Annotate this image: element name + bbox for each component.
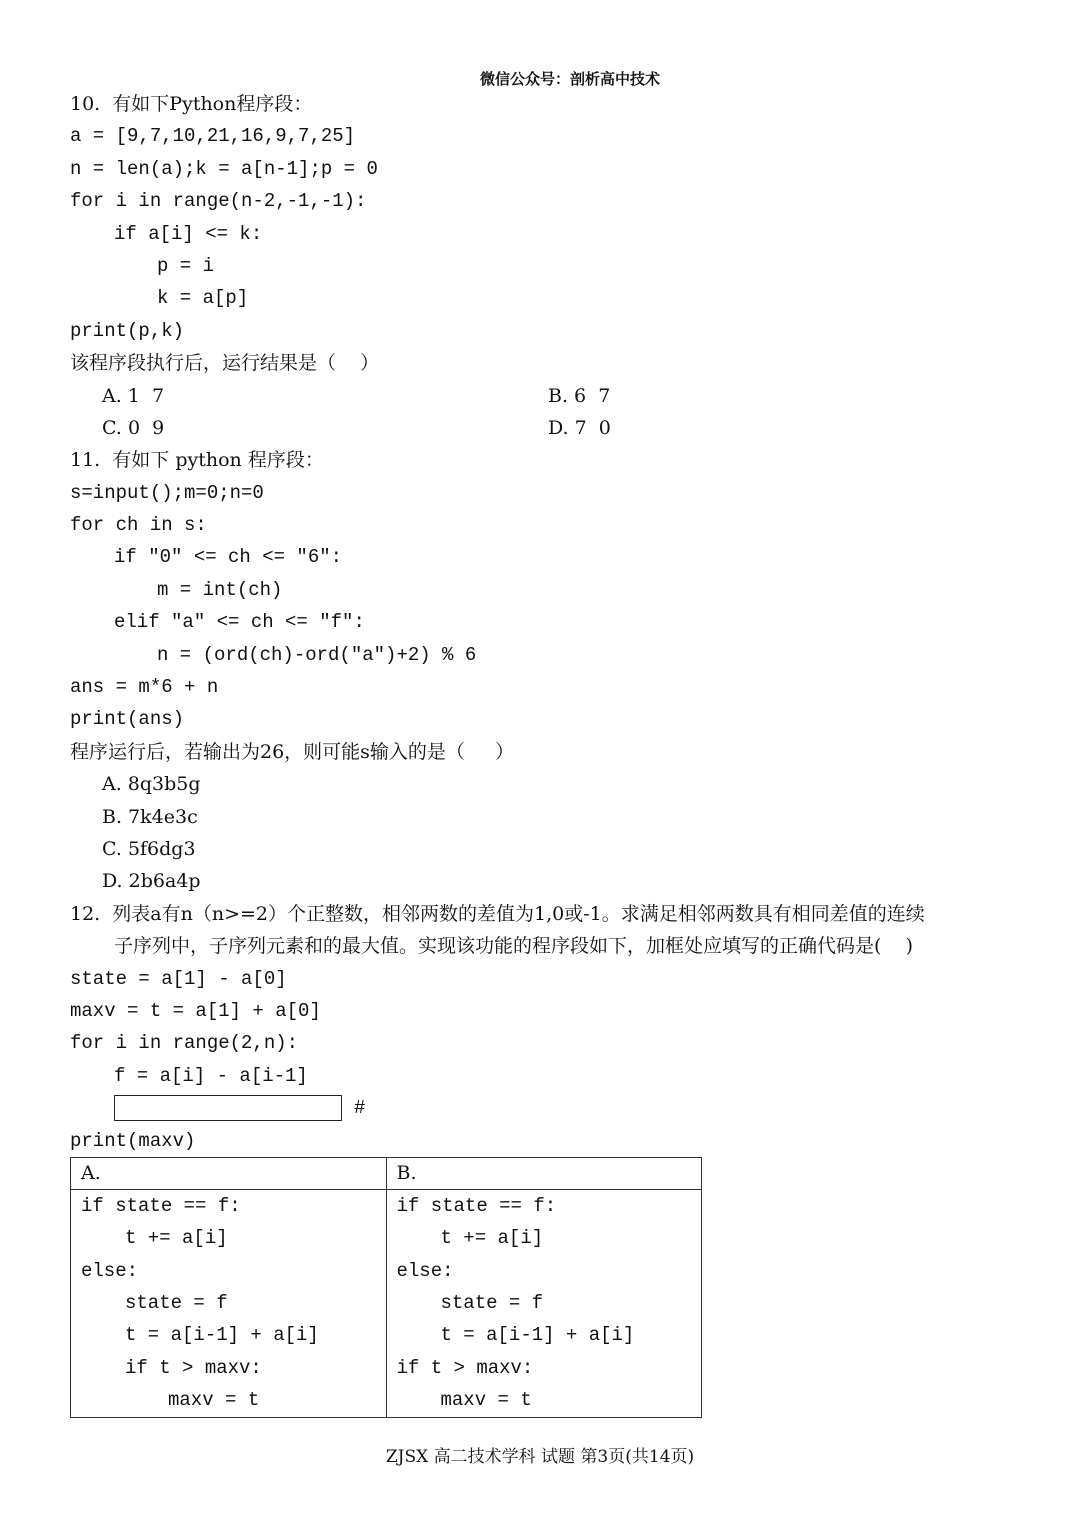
option-a-label: A. bbox=[71, 1157, 387, 1189]
option-a-code bbox=[71, 1189, 387, 1417]
option-b-code-line: state = f bbox=[440, 1292, 544, 1315]
comment-hash: # bbox=[354, 1097, 366, 1120]
q11-option-a: A. 8q3b5g bbox=[102, 773, 201, 796]
q12-title-line2: 子序列中，子序列元素和的最大值。实现该功能的程序段如下，加框处应填写的正确代码是( ) bbox=[114, 935, 913, 958]
q11-title: 11. 有如下 python 程序段： bbox=[70, 449, 324, 472]
q11-question: 程序运行后，若输出为26，则可能s输入的是（ ） bbox=[70, 740, 515, 763]
q10-title: 10. 有如下Python程序段： bbox=[70, 93, 313, 115]
q12-code-line: maxv = t = a[1] + a[0] bbox=[70, 999, 321, 1022]
option-a-code-line: t = a[i-1] + a[i] bbox=[125, 1324, 319, 1347]
option-b-code-line: if t > maxv: bbox=[396, 1356, 534, 1379]
q10-code-line: n = len(a);k = a[n-1];p = 0 bbox=[70, 157, 378, 180]
q11-code-line: for ch in s: bbox=[70, 514, 207, 537]
option-b-code-line: t = a[i-1] + a[i] bbox=[440, 1324, 635, 1347]
q12-code-line: state = a[1] - a[0] bbox=[70, 967, 287, 990]
q10-code-line: print(p,k) bbox=[70, 319, 185, 342]
q11-code-line: if "0" <= ch <= "6": bbox=[114, 546, 343, 569]
q11-code-line: elif "a" <= ch <= "f": bbox=[114, 611, 365, 634]
q10-code-line: for i in range(n-2,-1,-1): bbox=[70, 190, 367, 213]
q12-blank-row bbox=[70, 1092, 1030, 1124]
q12-code-line: f = a[i] - a[i-1] bbox=[114, 1064, 308, 1087]
option-b-code-line: t += a[i] bbox=[440, 1227, 544, 1250]
q10-code-line: if a[i] <= k: bbox=[114, 222, 263, 245]
answer-blank-box[interactable] bbox=[114, 1095, 342, 1121]
q11-code-line: ans = m*6 + n bbox=[70, 676, 219, 699]
q10-code-line: k = a[p] bbox=[157, 287, 249, 310]
q10-question: 该程序段执行后，运行结果是（ ） bbox=[70, 352, 380, 375]
option-b-code-line: else: bbox=[396, 1259, 454, 1282]
q11-code-line: n = (ord(ch)-ord("a")+2) % 6 bbox=[157, 643, 477, 666]
q12-code-line: for i in range(2,n): bbox=[70, 1032, 299, 1055]
q11-code-line: s=input();m=0;n=0 bbox=[70, 481, 264, 504]
q12-code-line: print(maxv) bbox=[70, 1129, 196, 1152]
option-a-code-line: maxv = t bbox=[168, 1389, 260, 1412]
q10-option-c: C. 0 9 bbox=[102, 416, 165, 439]
options-table-header bbox=[71, 1157, 702, 1189]
q10-option-b: B. 6 7 bbox=[548, 384, 611, 407]
q11-option-d: D. 2b6a4p bbox=[102, 870, 201, 893]
option-a-code-line: if t > maxv: bbox=[125, 1356, 262, 1379]
option-a-code-line: t += a[i] bbox=[125, 1227, 228, 1250]
options-table-body bbox=[71, 1189, 702, 1417]
q10-code-line: p = i bbox=[157, 254, 215, 277]
q10-options-row bbox=[70, 380, 1030, 412]
q12-title-line1: 12. 列表a有n（n>=2）个正整数，相邻两数的差值为1,0或-1。求满足相邻两数具有相同差值的连续 bbox=[70, 902, 925, 925]
q11-code-line: print(ans) bbox=[70, 708, 185, 731]
q10-options-row bbox=[70, 412, 1030, 444]
option-a-code-line: if state == f: bbox=[81, 1194, 241, 1217]
option-b-code-line: maxv = t bbox=[440, 1389, 532, 1412]
q11-option-b: B. 7k4e3c bbox=[102, 805, 198, 828]
option-a-code-line: state = f bbox=[125, 1292, 228, 1315]
page-header: 微信公众号：剖析高中技术 bbox=[479, 71, 660, 88]
q10-code-line: a = [9,7,10,21,16,9,7,25] bbox=[70, 125, 356, 148]
q11-code-line: m = int(ch) bbox=[157, 578, 283, 601]
option-b-code-line: if state == f: bbox=[396, 1194, 557, 1217]
page-content bbox=[70, 88, 1030, 1418]
q12-options-table bbox=[70, 1157, 702, 1418]
page-footer: ZJSX 高二技术学科 试题 第3页(共14页) bbox=[385, 1447, 695, 1467]
q11-option-c: C. 5f6dg3 bbox=[102, 837, 196, 860]
option-b-label: B. bbox=[386, 1157, 702, 1189]
option-b-code bbox=[386, 1189, 702, 1417]
q10-option-d: D. 7 0 bbox=[548, 416, 611, 439]
q10-option-a: A. 1 7 bbox=[102, 384, 165, 407]
option-a-code-line: else: bbox=[81, 1259, 139, 1282]
